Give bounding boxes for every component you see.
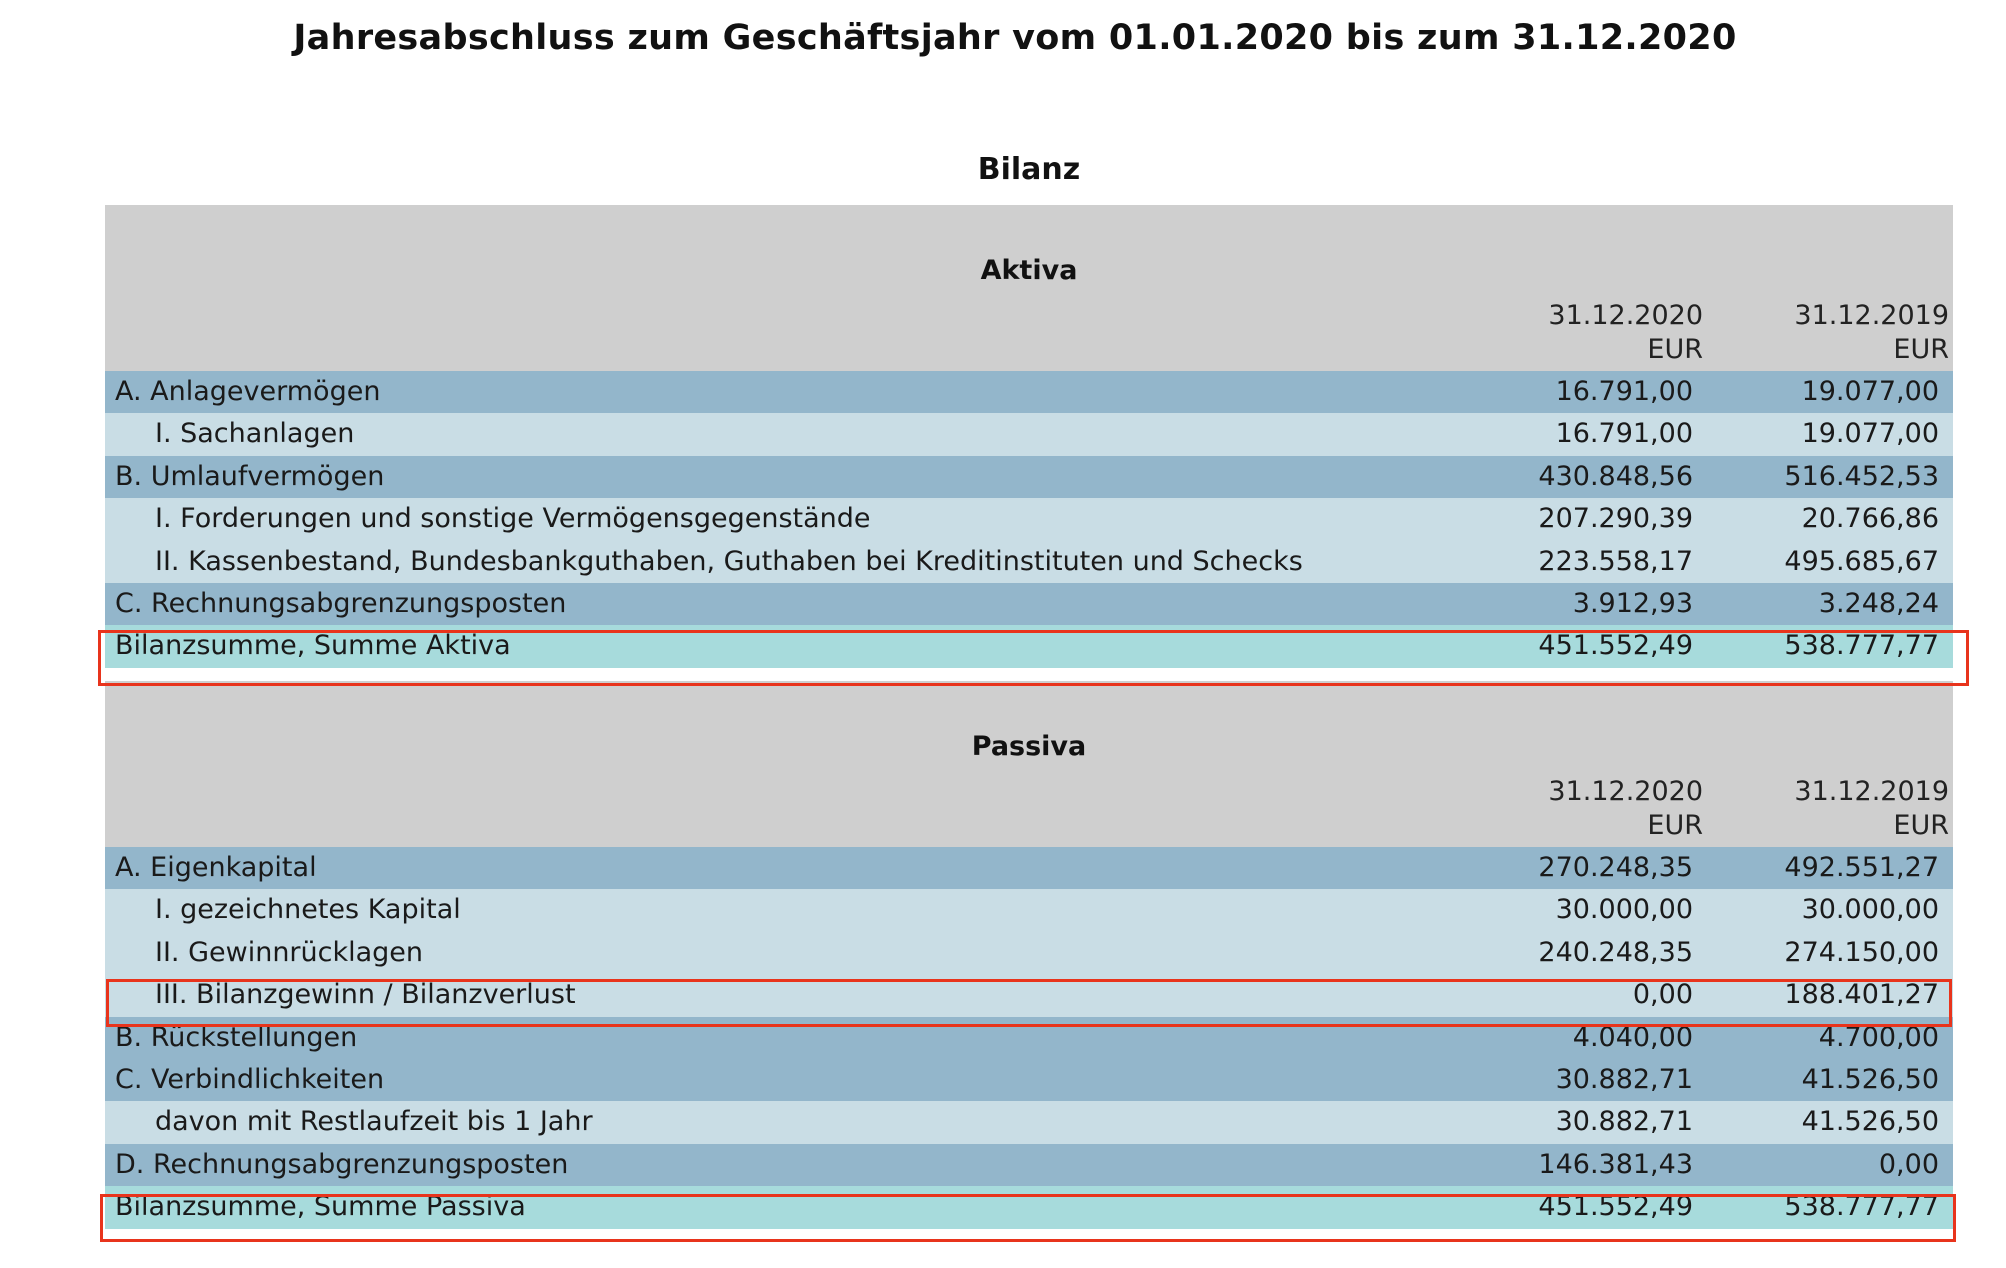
row-label: A. Anlagevermögen (115, 376, 381, 407)
value-2020: 451.552,49 (1538, 630, 1693, 662)
value-2019: 19.077,00 (1801, 418, 1939, 450)
value-2019: 19.077,00 (1801, 376, 1939, 407)
value-2019: 41.526,50 (1801, 1063, 1939, 1095)
value-2020: 30.882,71 (1555, 1106, 1693, 1138)
table-row (105, 371, 1953, 413)
column-date-2019: 31.12.2019 (1794, 776, 1949, 807)
value-2019: 20.766,86 (1801, 503, 1939, 535)
column-unit-2020: EUR (1647, 334, 1703, 365)
row-label: A. Eigenkapital (115, 852, 317, 883)
row-label: B. Umlaufvermögen (115, 460, 385, 492)
value-2020: 223.558,17 (1538, 545, 1693, 577)
value-2020: 4.040,00 (1572, 1021, 1693, 1053)
column-date-2020: 31.12.2020 (1548, 776, 1703, 807)
value-2020: 430.848,56 (1538, 460, 1693, 492)
passiva-title: Passiva (971, 731, 1087, 762)
row-label: B. Rückstellungen (115, 1021, 358, 1053)
value-2019: 538.777,77 (1784, 630, 1939, 662)
value-2019: 516.452,53 (1784, 460, 1939, 492)
value-2020: 207.290,39 (1538, 503, 1693, 535)
value-2020: 16.791,00 (1555, 418, 1693, 450)
passiva-table (105, 681, 1953, 1229)
value-2020: 16.791,00 (1555, 376, 1693, 407)
value-2019: 0,00 (1878, 1148, 1939, 1180)
page-title: Jahresabschluss zum Geschäftsjahr vom 01.01.2020 bis zum 31.12.2020 (293, 18, 1737, 58)
aktiva-column-headers (105, 299, 1953, 371)
row-label: I. Sachanlagen (155, 418, 355, 450)
row-label: II. Kassenbestand, Bundesbankguthaben, Guthaben bei Kreditinstituten und Schecks (155, 545, 1303, 577)
value-2019: 538.777,77 (1784, 1191, 1939, 1223)
passiva-column-headers (105, 775, 1953, 847)
table-row (105, 583, 1953, 625)
highlight-box-bilanzgewinn (106, 979, 1952, 1027)
row-label: C. Rechnungsabgrenzungsposten (115, 587, 567, 619)
value-2020: 451.552,49 (1538, 1191, 1693, 1223)
value-2019: 30.000,00 (1801, 894, 1939, 926)
row-label: D. Rechnungsabgrenzungsposten (115, 1148, 569, 1180)
value-2019: 188.401,27 (1784, 979, 1939, 1011)
value-2019: 492.551,27 (1784, 852, 1939, 883)
row-label: davon mit Restlaufzeit bis 1 Jahr (155, 1106, 593, 1138)
value-2020: 3.912,93 (1572, 587, 1693, 619)
column-header-2019 (1699, 775, 1949, 843)
table-row (105, 1059, 1953, 1101)
table-row (105, 1144, 1953, 1186)
row-label: I. Forderungen und sonstige Vermögensgegenstände (155, 503, 871, 535)
table-row (105, 932, 1953, 974)
table-row (105, 541, 1953, 583)
row-label: I. gezeichnetes Kapital (155, 894, 461, 926)
value-2019: 4.700,00 (1818, 1021, 1939, 1053)
column-header-2019 (1699, 299, 1949, 367)
value-2019: 41.526,50 (1801, 1106, 1939, 1138)
aktiva-title: Aktiva (980, 255, 1078, 286)
value-2020: 240.248,35 (1538, 936, 1693, 968)
table-row (105, 456, 1953, 498)
value-2020: 270.248,35 (1538, 852, 1693, 883)
value-2020: 30.882,71 (1555, 1063, 1693, 1095)
row-label: III. Bilanzgewinn / Bilanzverlust (155, 979, 576, 1011)
value-2019: 495.685,67 (1784, 545, 1939, 577)
column-date-2019: 31.12.2019 (1794, 300, 1949, 331)
highlight-box-summe-aktiva (98, 630, 1969, 686)
value-2019: 3.248,24 (1818, 587, 1939, 619)
column-date-2020: 31.12.2020 (1548, 300, 1703, 331)
row-label: II. Gewinnrücklagen (155, 936, 424, 968)
table-row (105, 498, 1953, 540)
table-row (105, 413, 1953, 455)
value-2020: 30.000,00 (1555, 894, 1693, 926)
column-header-2020 (1453, 299, 1703, 367)
passiva-header (105, 681, 1953, 847)
table-row (105, 847, 1953, 889)
value-2020: 146.381,43 (1538, 1148, 1693, 1180)
row-label: Bilanzsumme, Summe Aktiva (115, 630, 511, 662)
highlight-box-summe-passiva (100, 1194, 1956, 1242)
bilanz-title: Bilanz (977, 152, 1081, 187)
table-row (105, 889, 1953, 931)
row-label: Bilanzsumme, Summe Passiva (115, 1191, 526, 1223)
row-label: C. Verbindlichkeiten (115, 1063, 385, 1095)
table-row (105, 1101, 1953, 1143)
value-2020: 0,00 (1632, 979, 1693, 1011)
column-unit-2019: EUR (1893, 810, 1949, 841)
value-2019: 274.150,00 (1784, 936, 1939, 968)
column-header-2020 (1453, 775, 1703, 843)
aktiva-header (105, 205, 1953, 371)
column-unit-2019: EUR (1893, 334, 1949, 365)
column-unit-2020: EUR (1647, 810, 1703, 841)
